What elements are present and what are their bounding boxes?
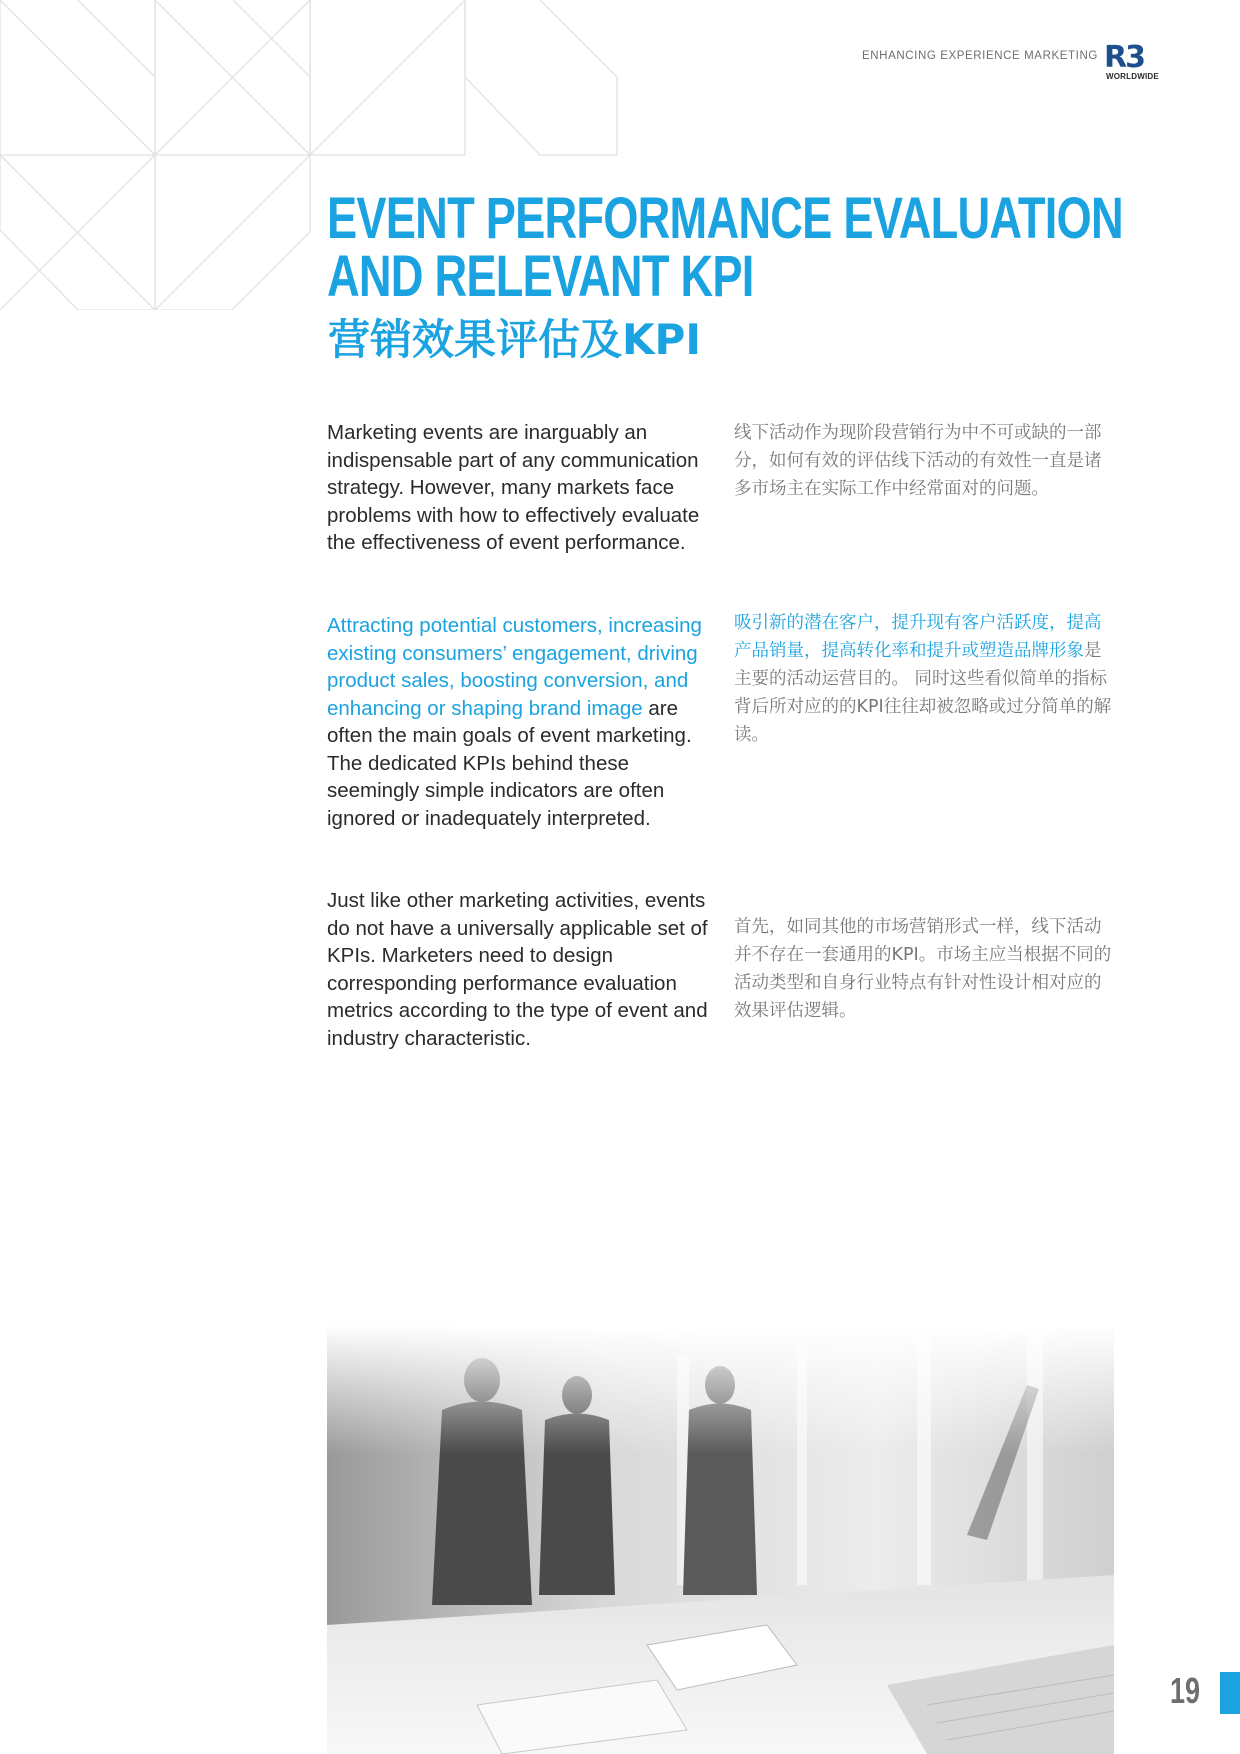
paragraph-2-english-highlight: Attracting potential customers, increasing existing consumers’ engagement, driving product sales, boosting conversion, and enhancing or shaping brand image	[327, 614, 702, 720]
page-title	[327, 186, 1123, 309]
paragraph-2-chinese	[734, 609, 1114, 749]
r3-worldwide-logo	[1104, 40, 1168, 83]
page-title-line-2: AND RELEVANT KPI	[327, 244, 754, 309]
paragraph-2-chinese-body: 是主要的活动运营目的。 同时这些看似简单的指标背后所对应的的KPI往往却被忽略或过分简单的解读。	[734, 641, 1112, 745]
paragraph-2-english-body: are often the main goals of event marketing. The dedicated KPIs behind these seemingly simple indicators are often ignored or inadequately interpreted.	[327, 696, 692, 830]
logo-subtitle: WORLDWIDE	[1106, 72, 1159, 81]
page-title-chinese: 营销效果评估及KPI	[328, 315, 701, 364]
paragraph-1-chinese: 线下活动作为现阶段营销行为中不可或缺的一部分，如何有效的评估线下活动的有效性一直是诸多市场主在实际工作中经常面对的问题。	[734, 423, 1102, 499]
header-tagline: ENHANCING EXPERIENCE MARKETING	[862, 50, 1098, 62]
paragraph-2-english	[327, 612, 717, 832]
business-people-meeting-photo	[327, 1325, 1114, 1754]
paragraph-2-chinese-highlight: 吸引新的潜在客户，提升现有客户活跃度，提高产品销量，提高转化率和提升或塑造品牌形象	[734, 613, 1102, 661]
paragraph-3-english: Just like other marketing activities, events do not have a universally applicable set of KPIs. Marketers need to design corresponding performance evaluation metrics according to the type of event and industry characteristic.	[327, 889, 708, 1050]
paragraph-3-chinese: 首先，如同其他的市场营销形式一样，线下活动并不存在一套通用的KPI。市场主应当根据不同的活动类型和自身行业特点有针对性设计相对应的效果评估逻辑。	[734, 917, 1112, 1021]
page-title-line-1: EVENT PERFORMANCE EVALUATION	[327, 186, 1123, 251]
page-number: 19	[1170, 1670, 1201, 1711]
logo-mark: R3	[1104, 40, 1144, 75]
page-tab-marker	[1220, 1672, 1240, 1714]
paragraph-1-english: Marketing events are inarguably an indispensable part of any communication strategy. However, many markets face problems with how to effectively evaluate the effectiveness of event performance.	[327, 421, 700, 554]
